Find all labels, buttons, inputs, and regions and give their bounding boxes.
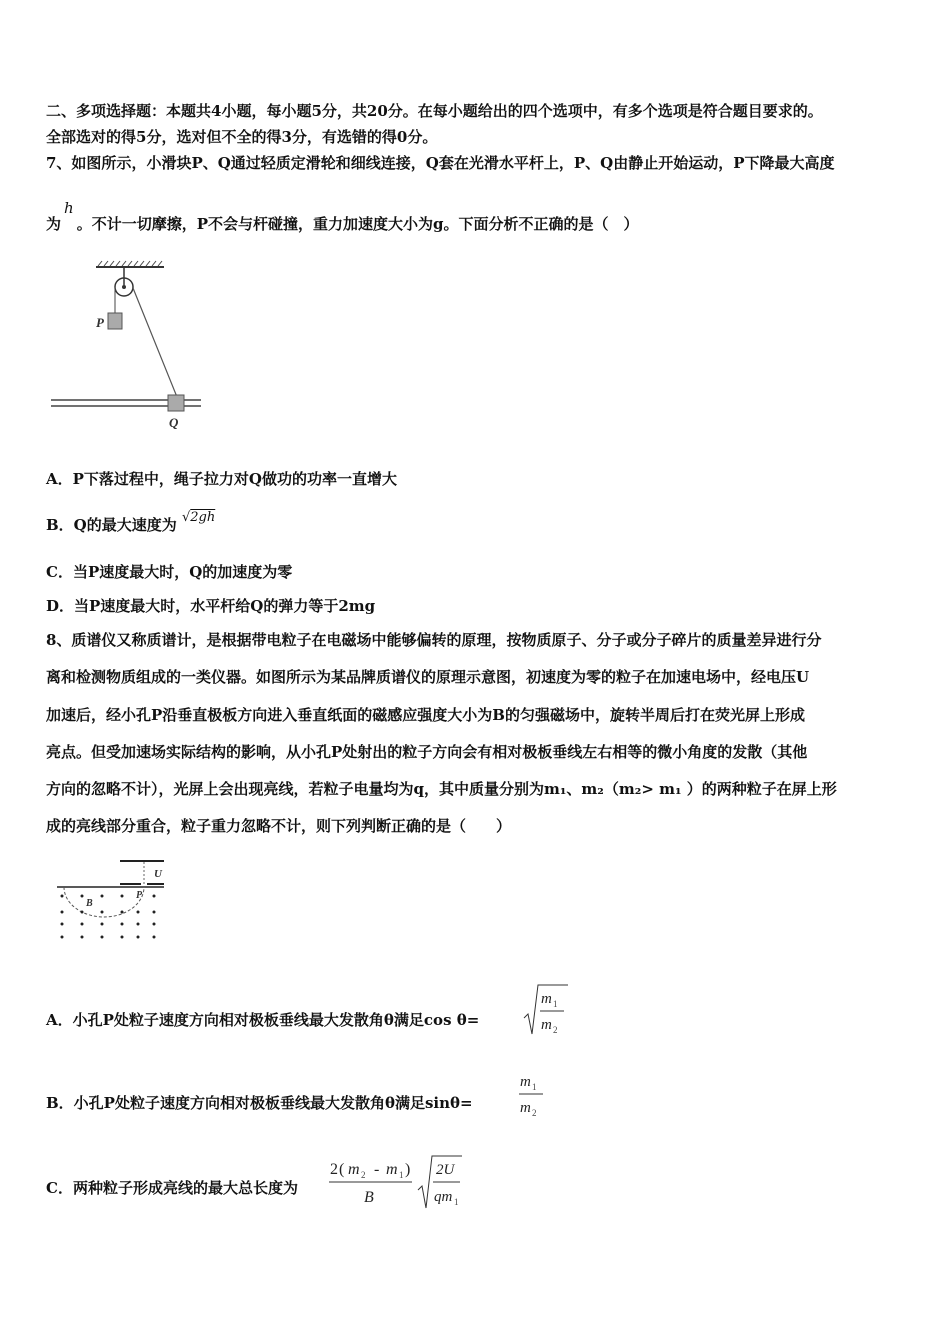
semicircle-path <box>64 887 144 917</box>
q8-mass-spectrometer-figure <box>52 856 172 946</box>
q8-stem-line5: 方向的忽略不计），光屏上会出现亮线，若粒子电量均为q，其中质量分别为m₁、m₂（m₂> m₁ ）的两种粒子在屏上形 <box>46 780 837 798</box>
q7-option-d: D．当P速度最大时，水平杆给Q的弹力等于2mg <box>46 597 376 615</box>
denominator-sub: 2 <box>532 1108 537 1118</box>
section-heading-line2: 全部选对的得5分，选对但不全的得3分，有选错的得0分。 <box>46 128 438 146</box>
denominator-m: m <box>520 1100 531 1116</box>
q7-stem-line1: 7、如图所示，小滑块P、Q通过轻质定滑轮和细线连接，Q套在光滑水平杆上，P、Q由静止开始运动，P下降最大高度 <box>46 154 835 172</box>
q7-pulley-figure <box>46 255 216 435</box>
q8-option-a: A．小孔P处粒子速度方向相对极板垂线最大发散角θ满足cos θ= <box>46 1011 480 1029</box>
q7-stem-line2 <box>46 199 916 235</box>
rparen: ) <box>405 1161 411 1178</box>
lparen: ( <box>339 1161 345 1178</box>
q7-option-b-text: B．Q的最大速度为 <box>46 516 177 534</box>
sqrt-numerator: 2U <box>436 1162 455 1178</box>
term-m2-sub: 2 <box>361 1170 366 1180</box>
sqrt-denominator-sub: 1 <box>454 1197 459 1207</box>
label-p8: P <box>136 890 143 901</box>
sqrt-denominator: qm <box>434 1189 453 1205</box>
block-q <box>168 395 184 411</box>
label-u: U <box>154 868 162 880</box>
q8-option-b-formula <box>516 1068 550 1120</box>
denominator-m: m <box>541 1017 552 1033</box>
q8-option-c: C．两种粒子形成亮线的最大总长度为 <box>46 1179 298 1197</box>
q8-option-a-formula <box>522 982 570 1042</box>
q8-option-c-formula <box>326 1150 466 1212</box>
q8-stem-line2: 离和检测物质组成的一类仪器。如图所示为某品牌质谱仪的原理示意图，初速度为零的粒子在加速电场中，经电压U <box>46 668 810 686</box>
term-m1: m <box>386 1161 398 1178</box>
minus: - <box>374 1161 380 1178</box>
q7-option-b <box>46 510 916 538</box>
block-p <box>108 313 122 329</box>
string-to-q <box>133 288 177 397</box>
label-q: Q <box>169 415 179 430</box>
q7-h-symbol: h <box>64 199 74 217</box>
q8-stem-line3: 加速后，经小孔P沿垂直极板方向进入垂直纸面的磁感应强度大小为B的匀强磁场中，旋转半周后打在荧光屏上形成 <box>46 706 805 724</box>
numerator-m: m <box>520 1074 531 1090</box>
ceiling-hatch <box>98 261 162 266</box>
numerator-sub: 1 <box>553 999 558 1009</box>
label-p: P <box>96 315 104 330</box>
q8-stem-line6: 成的亮线部分重合，粒子重力忽略不计，则下列判断正确的是（ ） <box>46 817 512 835</box>
sqrt-2gh: √2gh <box>181 510 216 525</box>
term-m1-sub: 1 <box>399 1170 404 1180</box>
q8-stem-line4: 亮点。但受加速场实际结构的影响，从小孔P处射出的粒子方向会有相对极板垂线左右相等的微小角度的发散（其他 <box>46 743 808 761</box>
q7-stem-prefix: 为 <box>46 215 62 233</box>
numerator-sub: 1 <box>532 1082 537 1092</box>
label-b: B <box>86 898 93 909</box>
pulley-axle <box>122 285 126 289</box>
q7-option-c: C．当P速度最大时，Q的加速度为零 <box>46 563 293 581</box>
magnetic-field-dots <box>61 895 156 939</box>
q7-option-a: A．P下落过程中，绳子拉力对Q做功的功率一直增大 <box>46 470 397 488</box>
q8-stem-line1: 8、质谱仪又称质谱计，是根据带电粒子在电磁场中能够偏转的原理，按物质原子、分子或分子碎片的质量差异进行分 <box>46 631 822 649</box>
coef-two: 2 <box>330 1161 338 1178</box>
denominator-sub: 2 <box>553 1025 558 1035</box>
numerator-m: m <box>541 991 552 1007</box>
q8-option-b: B．小孔P处粒子速度方向相对极板垂线最大发散角θ满足sinθ= <box>46 1094 473 1112</box>
denominator-b: B <box>364 1189 374 1206</box>
section-heading-line1: 二、多项选择题：本题共4小题，每小题5分，共20分。在每小题给出的四个选项中，有多个选项是符合题目要求的。 <box>46 102 823 120</box>
q7-stem-suffix: 。不计一切摩擦，P不会与杆碰撞，重力加速度大小为g。下面分析不正确的是（ ） <box>76 215 639 233</box>
term-m2: m <box>348 1161 360 1178</box>
